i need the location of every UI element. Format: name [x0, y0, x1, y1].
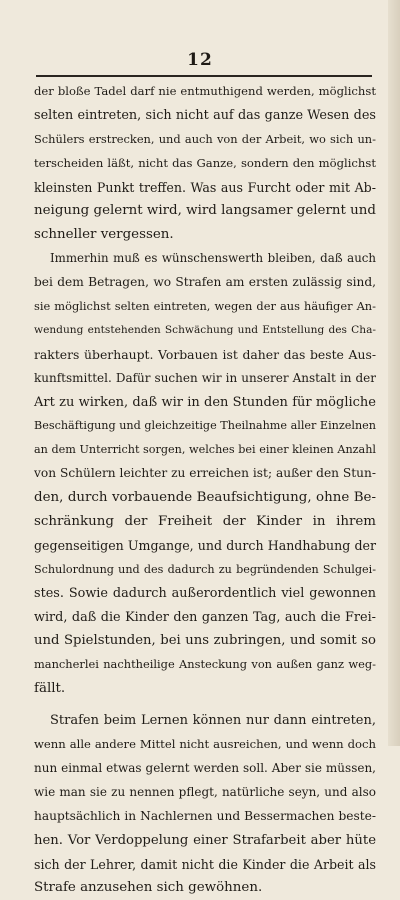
text-line: wendung entstehenden Schwächung und Entstellung des Cha-: [34, 323, 376, 336]
page-edge: [388, 0, 400, 746]
text-line: Strafen beim Lernen können nur dann eintreten,: [50, 713, 376, 729]
paragraph-gap: [34, 701, 376, 709]
text-line: sich der Lehrer, damit nicht die Kinder die Arbeit als: [34, 856, 376, 872]
text-line: mancherlei nachtheilige Ansteckung von außen ganz weg-: [34, 657, 376, 672]
text-line: Schülers erstrecken, und auch von der Arbeit, wo sich un-: [34, 131, 376, 146]
text-line: sie möglichst selten eintreten, wegen der aus häufiger An-: [34, 299, 376, 314]
text-line: kleinsten Punkt treffen. Was aus Furcht oder mit Ab-: [34, 179, 376, 195]
text-line: schränkung der Freiheit der Kinder in ihrem: [34, 514, 376, 530]
text-line: bei dem Betragen, wo Strafen am ersten zulässig sind,: [34, 275, 376, 290]
text-line: Strafe anzusehen sich gewöhnen.: [34, 880, 263, 896]
text-line: rakters überhaupt. Vorbauen ist daher das beste Aus-: [34, 346, 376, 362]
text-line: fällt.: [34, 681, 66, 697]
text-line: und Spielstunden, bei uns zubringen, und somit so: [34, 633, 376, 649]
text-line: den, durch vorbauende Beaufsichtigung, ohne Be-: [34, 490, 376, 506]
text-line: gegenseitigen Umgange, und durch Handhabung der: [34, 537, 376, 553]
text-line: von Schülern leichter zu erreichen ist; außer den Stun-: [34, 466, 376, 481]
text-line: neigung gelernt wird, wird langsamer gelernt und: [34, 203, 376, 219]
text-line: Beschäftigung und gleichzeitige Theilnahme aller Einzelnen: [34, 419, 377, 433]
text-line: Schulordnung und des dadurch zu begründenden Schulgei-: [34, 562, 376, 576]
body-text: [34, 80, 376, 900]
text-line: stes. Sowie dadurch außerordentlich viel gewonnen: [34, 585, 376, 601]
text-line: kunftsmittel. Dafür suchen wir in unserer Anstalt in der: [34, 370, 376, 385]
paragraph-1: [34, 80, 376, 247]
text-line: der bloße Tadel darf nie entmuthigend werden, möglichst: [34, 84, 376, 98]
paragraph-2: [34, 247, 376, 701]
text-line: hauptsächlich in Nachlernen und Bessermachen beste-: [34, 808, 376, 823]
text-line: wird, daß die Kinder den ganzen Tag, auch die Frei-: [34, 609, 376, 625]
text-line: Immerhin muß es wünschenswerth bleiben, daß auch: [50, 251, 376, 266]
text-line: terscheiden läßt, nicht das Ganze, sondern den möglichst: [34, 155, 376, 170]
paragraph-3: [34, 709, 376, 900]
text-line: wie man sie zu nennen pflegt, natürliche seyn, und also: [34, 784, 376, 799]
header-rule: [36, 75, 372, 77]
text-line: hen. Vor Verdoppelung einer Strafarbeit aber hüte: [34, 832, 376, 848]
text-line: wenn alle andere Mittel nicht ausreichen, und wenn doch: [34, 737, 376, 752]
text-line: nun einmal etwas gelernt werden soll. Aber sie müssen,: [34, 760, 376, 775]
text-line: schneller vergessen.: [34, 227, 174, 243]
text-line: Art zu wirken, daß wir in den Stunden für mögliche: [34, 394, 376, 410]
text-line: selten eintreten, sich nicht auf das ganze Wesen des: [34, 107, 376, 123]
text-line: an dem Unterricht sorgen, welches bei einer kleinen Anzahl: [34, 443, 376, 457]
page-number: 12: [187, 50, 213, 70]
